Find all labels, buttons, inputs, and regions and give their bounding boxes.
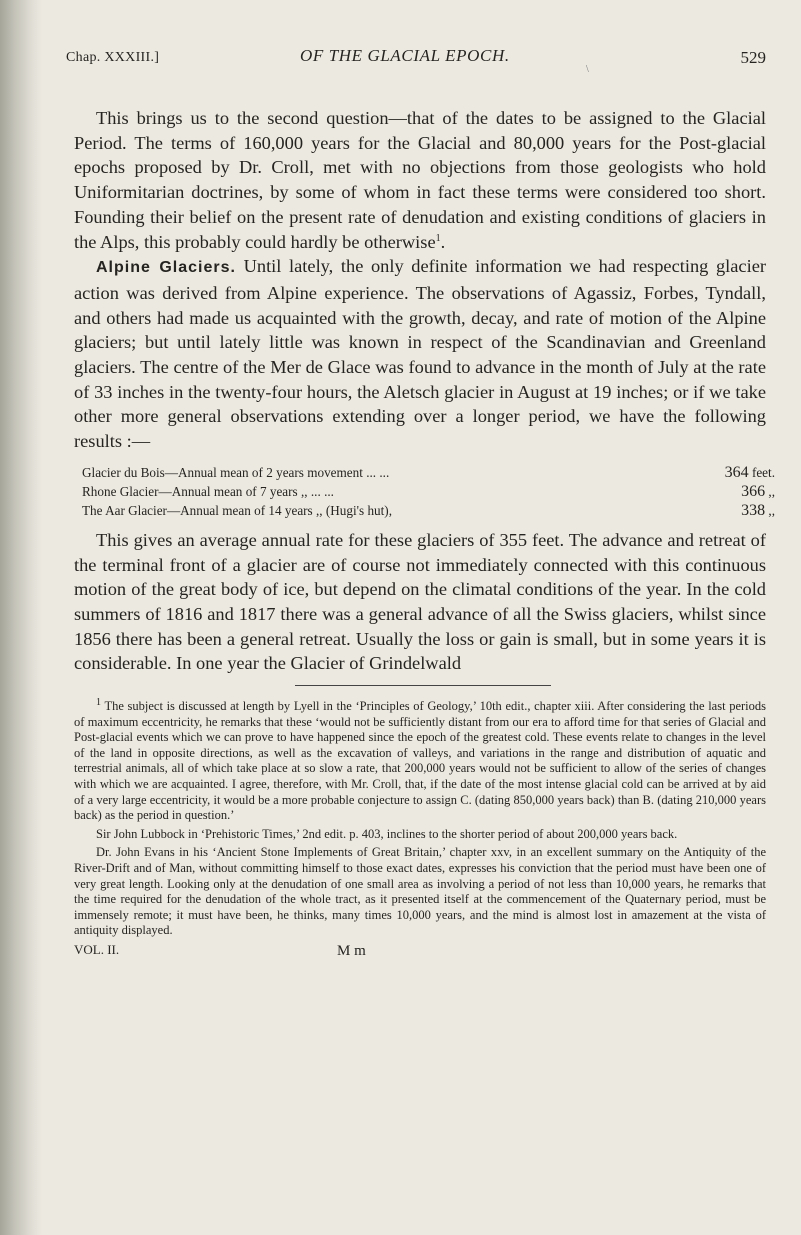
footnote-rule bbox=[295, 685, 551, 686]
glacier-movement-table bbox=[82, 463, 775, 520]
footnote-1 bbox=[74, 696, 766, 824]
value-number: 366 bbox=[741, 482, 766, 500]
paragraph-alpine-text: Until lately, the only definite information we had respecting glacier action was derived from Alpine experience. The observations of Agassiz, Forbes, Tyndall, and others had made us acquainted with the growth, decay, and rate of motion of the Alpine glaciers; but until lately little was known in respect of the Scandinavian and Greenland glaciers. The centre of the Mer de Glace was found to advance in the month of July at the rate of 33 inches in the twenty-four hours, the Aletsch glacier in August at 19 inches; or if we take other more general observations extending over a longer period, we have the following results :— bbox=[74, 256, 766, 452]
value-unit: ,, bbox=[768, 483, 775, 499]
paragraph-alpine-glaciers bbox=[74, 254, 766, 454]
glacier-value bbox=[725, 463, 775, 482]
footnote-3: Dr. John Evans in his ‘Ancient Stone Implements of Great Britain,’ chapter xxv, in an excellent summary on the Antiquity of the River-Drift and of Man, without committing himself to those exact dates, expresses his conviction that the period must have been one of very great length. Looking only at the denudation of one small area as involving a period of not less than 10,000 years, he remarks that the time required for the denudation of the whole tract, as it presented itself at the commencement of the Quaternary period, must be immensely remote; it must have been, he thinks, many times 10,000 years, and the mind is almost lost in amazement at the vista of antiquity displayed. bbox=[74, 845, 766, 938]
value-unit: ,, bbox=[768, 502, 775, 518]
main-text bbox=[74, 106, 775, 676]
page-number: 529 bbox=[740, 48, 766, 67]
glacier-label: The Aar Glacier—Annual mean of 14 years ,, (Hugi's hut), bbox=[82, 502, 392, 518]
glacier-label: Glacier du Bois—Annual mean of 2 years movement ... ... bbox=[82, 464, 390, 480]
paragraph-dates: This brings us to the second question—that of the dates to be assigned to the Glacial Period. The terms of 160,000 years for the Glacial and 80,000 years for the Post-glacial epochs proposed by Dr. Croll, met with no objections from those geologists who hold Uniformitarian doctrines, by some of whom in fact these terms were considered too short. Founding their belief on the present rate of denudation and existing conditions of glaciers in the Alps, this probably could hardly be otherwise$^1$. bbox=[74, 108, 766, 252]
value-number: 338 bbox=[741, 501, 766, 519]
value-unit: feet. bbox=[751, 464, 775, 480]
glacier-value bbox=[741, 482, 775, 501]
footnote-2: Sir John Lubbock in ‘Prehistoric Times,’ 2nd edit. p. 403, inclines to the shorter period of about 200,000 years back. bbox=[96, 826, 678, 841]
signature-mark: M m bbox=[337, 942, 366, 959]
print-mark: \ bbox=[586, 64, 589, 75]
section-heading: Alpine Glaciers. bbox=[96, 259, 236, 277]
value-number: 364 bbox=[724, 463, 749, 481]
footnote-marker: 1 bbox=[96, 696, 101, 708]
paragraph-average-rate: This gives an average annual rate for these glaciers of 355 feet. The advance and retreat of the terminal front of a glacier are of course not immediately connected with this continuous motion of the great body of ice, but depend on the climatal conditions of the year. In the cold summers of 1816 and 1817 there was a general advance of all the Swiss glaciers, whilst since 1856 there has been a general retreat. Usually the loss or gain is small, but in some years it is considerable. In one year the Glacier of Grindelwald bbox=[74, 529, 766, 674]
table-row bbox=[82, 501, 775, 520]
footnote-1-text: The subject is discussed at length by Lyell in the ‘Principles of Geology,’ 10th edit., chapter xiii. After considering the last periods of maximum eccentricity, he remarks that these ‘would not be sufficiently distant from our era to afford time for that series of Glacial and Post-glacial events which we can prove to have happened since the epoch of the greatest cold. These events relate to changes in the level of the land in opposite directions, as well as the excavation of valleys, and variations in the range and distribution of aquatic and terrestrial animals, all of which take place at so slow a rate, that 200,000 years would not be sufficient to allow of the series of changes with which we are acquainted. I agree, therefore, with Mr. Croll, that, if the date of the most intense glacial cold can be arrived at by aid of a very large eccentricity, it would be a more probable conjecture to assign C. (dating 850,000 years back) than B. (dating 210,000 years back) as the period in question.’ bbox=[74, 699, 766, 823]
running-head bbox=[66, 42, 766, 74]
glacier-value bbox=[741, 501, 775, 520]
running-title: OF THE GLACIAL EPOCH. bbox=[300, 46, 510, 65]
footnotes bbox=[74, 696, 766, 939]
signature-line bbox=[74, 942, 766, 962]
glacier-label: Rhone Glacier—Annual mean of 7 years ,, ... ... bbox=[82, 483, 334, 499]
table-row bbox=[82, 463, 775, 482]
paragraph-dates-text: This brings us to the second question—that of the dates to be assigned to the Glacial Period. The terms of 160,000 years for the Glacial and 80,000 years for the Post-glacial epochs proposed by Dr. Croll, met with no objections from those geologists who hold Uniformitarian doctrines, by some of whom in fact these terms were considered too short. Founding their belief on the present rate of denudation and existing conditions of glaciers in the Alps, this probably could hardly be otherwise bbox=[74, 108, 766, 252]
table-row bbox=[82, 482, 775, 501]
footnote-ref: 1 bbox=[435, 232, 441, 244]
page-binding-shadow bbox=[0, 0, 42, 1235]
book-page bbox=[66, 42, 775, 962]
volume-label: VOL. II. bbox=[74, 941, 120, 957]
chapter-label: Chap. XXXIII.] bbox=[66, 50, 160, 65]
